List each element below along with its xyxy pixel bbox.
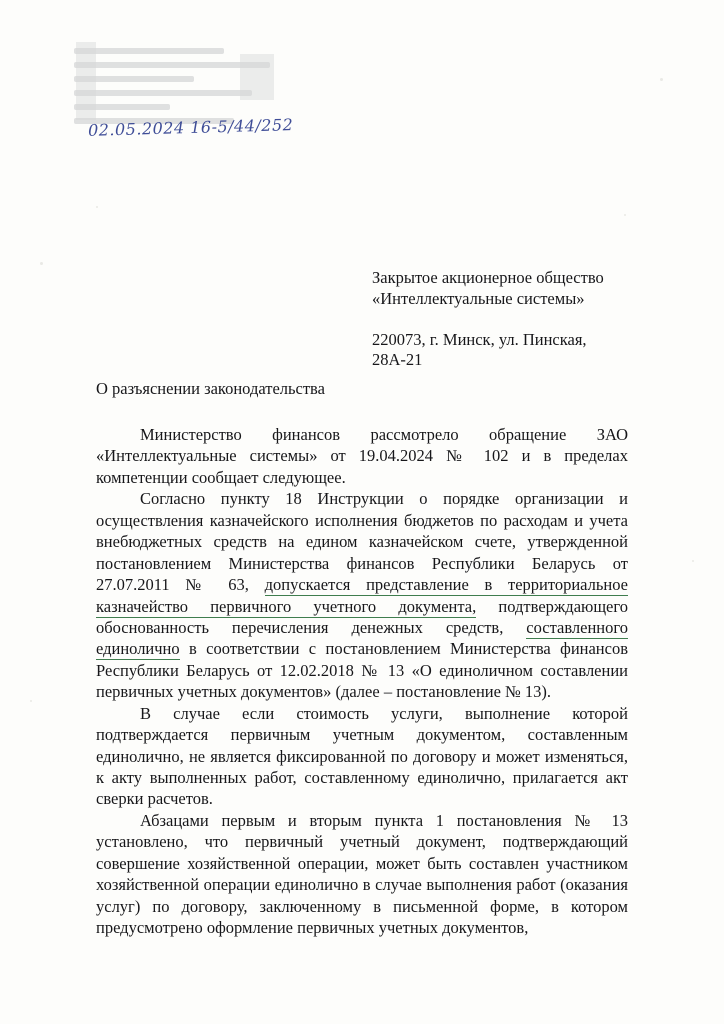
- scan-speck: [40, 262, 43, 265]
- document-body: [96, 424, 628, 939]
- scan-speck: [30, 700, 32, 702]
- scan-speck: [96, 206, 98, 208]
- scan-speck: [660, 78, 663, 81]
- addressee-organization-line-1: Закрытое акционерное общество: [372, 268, 604, 287]
- addressee-address-line-1: 220073, г. Минск, ул. Пинская,: [372, 329, 587, 349]
- paragraph-2-text-b: подтверждающего обоснованность перечисления денежных средств,: [96, 596, 628, 637]
- paragraph-2-underlined-a: допускается представление в территориальное казначейство первичного учетного документа,: [96, 575, 628, 616]
- addressee-block: [372, 268, 672, 371]
- stamp-line: [74, 62, 270, 68]
- scan-speck: [692, 560, 694, 562]
- scan-speck: [624, 214, 626, 216]
- stamp-line: [74, 90, 252, 96]
- stamp-line: [74, 48, 224, 54]
- paragraph-3: В случае если стоимость услуги, выполнение которой подтверждается первичным учетным документом, составленным единолично, не является фиксированной по договору и может изменяться, к акту выполненных работ, составленному единолично, прилагается акт сверки расчетов.: [96, 703, 628, 809]
- stamp-line: [74, 104, 170, 110]
- document-subject: О разъяснении законодательства: [96, 379, 325, 398]
- paragraph-2-text-a: Согласно пункту 18 Инструкции о порядке организации и осуществления казначейского исполнения бюджетов по расходам и учета внебюджетных средств на едином казначейском счете, утвержденной постановлением Министерства финансов Республики Беларусь от 27.07.2011 № 63,: [96, 489, 628, 595]
- paragraph-2-text-c: в соответствии с постановлением Министерства финансов Республики Беларусь от 12.02.2018 № 13 «О единоличном составлении первичных учетных документов» (далее – постановление № 13).: [96, 639, 628, 702]
- addressee-organization-line-2: «Интеллектуальные системы»: [372, 288, 585, 308]
- paragraph-2: [96, 488, 628, 702]
- paragraph-1: Министерство финансов рассмотрело обращение ЗАО «Интеллектуальные системы» от 19.04.2024 № 102 и в пределах компетенции сообщает следующее.: [96, 425, 628, 487]
- stamp-line: [74, 76, 194, 82]
- addressee-address-line-2: 28А-21: [372, 350, 423, 370]
- handwritten-registration-note: 02.05.2024 16-5/44/252: [87, 115, 294, 140]
- paragraph-2-underlined-b: составленного единолично: [96, 617, 628, 659]
- paragraph-4: Абзацами первым и вторым пункта 1 постановления № 13 установлено, что первичный учетный документ, подтверждающий совершение хозяйственной операции, может быть составлен участником хозяйственной операции единолично в случае выполнения работ (оказания услуг) по договору, заключенному в письменной форме, в котором предусмотрено оформление первичных учетных документов,: [96, 810, 628, 938]
